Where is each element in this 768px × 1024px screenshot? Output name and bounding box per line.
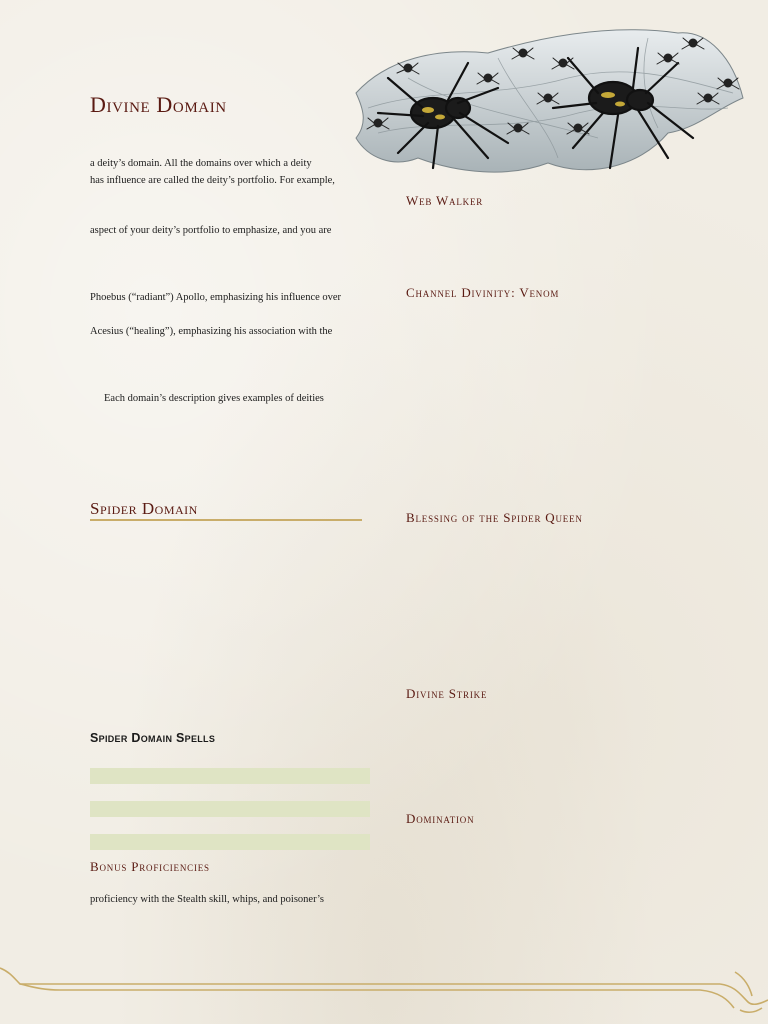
spider-domain-heading: Spider Domain — [90, 499, 362, 521]
paragraph-line: has influence are called the deity’s portfolio. For example, — [90, 175, 335, 186]
bonus-proficiencies-text: proficiency with the Stealth skill, whips, and poisoner’s — [90, 894, 324, 905]
channel-divinity-heading: Channel Divinity: Venom — [406, 285, 560, 300]
paragraph-line: Acesius (“healing”), emphasizing his association with the — [90, 326, 333, 337]
paragraph-line: Each domain’s description gives examples of deities — [104, 393, 324, 404]
paragraph-line: aspect of your deity’s portfolio to emphasize, and you are — [90, 225, 332, 236]
page-footer-ornament — [0, 960, 768, 1024]
spider-web-illustration — [348, 18, 748, 188]
domination-heading: Domination — [406, 811, 475, 826]
table-row-band — [90, 801, 370, 817]
blessing-heading: Blessing of the Spider Queen — [406, 510, 583, 525]
web-walker-heading: Web Walker — [406, 193, 484, 208]
paragraph-line: Phoebus (“radiant”) Apollo, emphasizing his influence over — [90, 292, 342, 303]
table-row-band — [90, 834, 370, 850]
page-title: Divine Domain — [90, 92, 227, 117]
bonus-proficiencies-heading: Bonus Proficiencies — [90, 859, 210, 874]
spells-table-heading: Spider Domain Spells — [90, 731, 216, 745]
paragraph-line: a deity’s domain. All the domains over which a deity — [90, 158, 312, 169]
divine-strike-heading: Divine Strike — [406, 686, 488, 701]
table-row-band — [90, 768, 370, 784]
